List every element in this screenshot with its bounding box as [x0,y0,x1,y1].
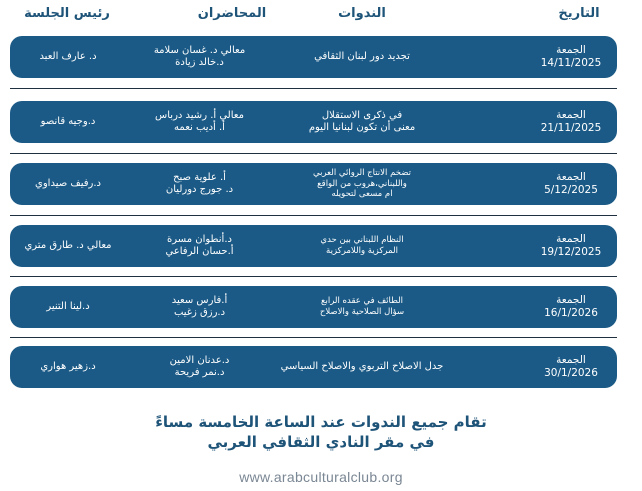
row-lecturers: د.أنطوان مسرة أ.حسان الرفاعي [165,233,234,257]
table-row [10,163,617,205]
row-seminar: في ذكرى الاستقلال معنى أن تكون لبنانيا اليوم [308,109,416,133]
row-chair: د. عارف العبد [39,50,97,62]
table-row [10,36,617,78]
row-seminar: الطائف في عقده الرابع سؤال الصلاحية والاصلاح [319,296,405,317]
row-lecturers: د.عدنان الامين د.نمر فريحة [169,354,230,378]
row-divider [10,215,617,216]
website-url: www.arabculturalclub.org [239,469,403,485]
row-chair: معالي د. طارق متري [24,239,112,251]
row-date: الجمعة 14/11/2025 [540,43,602,69]
footer-time-note: تقام جميع الندوات عند الساعة الخامسة مساءً [155,413,487,431]
row-date: الجمعة 19/12/2025 [540,232,602,258]
row-seminar: النظام اللبناني بين حدي المركزية واللامركزية [320,235,404,256]
header-chair: رئيس الجلسة [24,6,110,21]
row-lecturers: أ. علوية صبح د. جورج دورليان [165,171,234,195]
row-chair: د.رفيف صيداوي [35,177,101,189]
row-seminar: تجديد دور لبنان الثقافي [314,50,410,62]
row-chair: د.وجيه قانصو [40,115,96,127]
footer-venue-note: في مقر النادي الثقافي العربي [207,433,435,451]
table-row [10,101,617,143]
table-header [0,0,642,30]
row-chair: د.لينا التنير [46,300,90,312]
row-date: الجمعة 5/12/2025 [544,170,598,196]
row-lecturers: معالي أ. رشيد درباس أ. أديب نعمه [155,109,244,133]
row-divider [10,88,617,89]
header-date: التاريخ [558,6,600,21]
table-row [10,346,617,388]
row-chair: د.زهير هواري [40,360,96,372]
row-divider [10,337,617,338]
row-lecturers: أ.فارس سعيد د.رزق زغيب [171,294,228,318]
header-lecturers: المحاضران [197,6,267,21]
row-divider [10,153,617,154]
table-row [10,286,617,328]
row-date: الجمعة 21/11/2025 [540,108,602,134]
header-seminars: الندوات [338,6,386,21]
row-date: الجمعة 16/1/2026 [544,293,598,319]
row-lecturers: معالي د. غسان سلامة د.خالد زيادة [153,44,246,68]
row-seminar: تضخم الانتاج الروائي العربي واللبناني،هروب من الواقع ام مسعى لتحويله [313,168,411,200]
row-seminar: جدل الاصلاح التربوي والاصلاح السياسي [280,360,444,372]
row-divider [10,276,617,277]
row-date: الجمعة 30/1/2026 [544,353,598,379]
table-row [10,225,617,267]
